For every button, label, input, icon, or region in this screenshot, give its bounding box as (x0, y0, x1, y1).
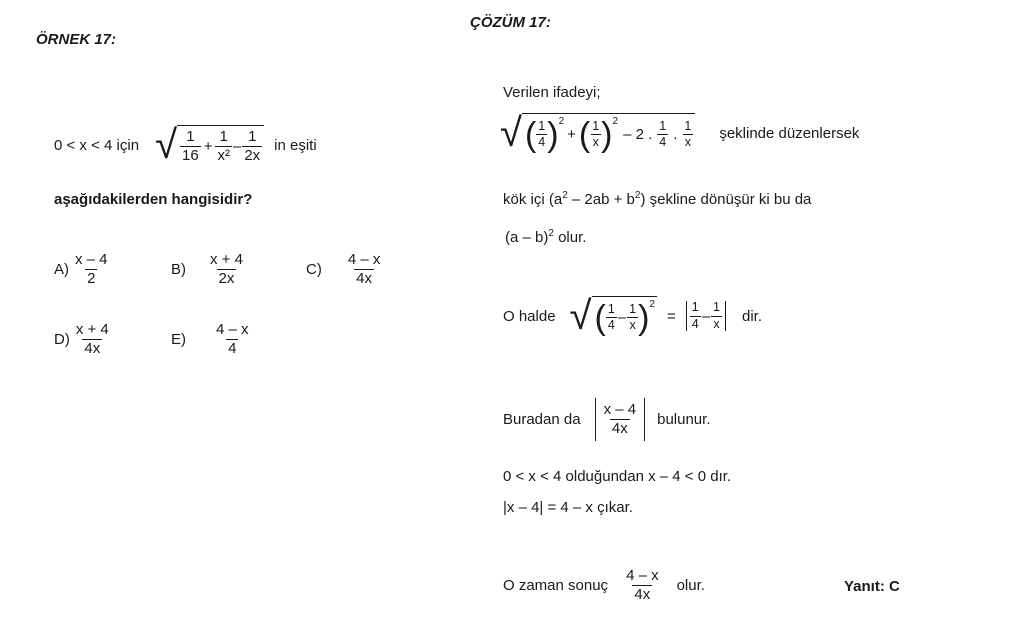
option-e (171, 322, 251, 357)
bulunur-text: bulunur. (657, 410, 711, 428)
option-label: A) (54, 260, 69, 278)
fraction: $\frac{1}{4}$ (607, 301, 615, 332)
final-expression (503, 568, 705, 603)
fraction: $\frac{1}{x}$ (592, 118, 600, 149)
explanation-line-2: (a – b)$^2$ olur. (505, 228, 587, 246)
dir-text: dir. (741, 307, 762, 325)
option-fraction: $\frac{4 - x}{4x}$ (347, 251, 381, 287)
example-title: ÖRNEK 17: (36, 31, 117, 48)
ohalde-text: O halde (503, 307, 556, 325)
option-fraction: $\frac{4 - x}{4}$ (216, 321, 249, 357)
fraction: $\frac{1}{\text{x²}}$ (217, 128, 230, 164)
buradan-text: Buradan da (503, 410, 581, 428)
rewritten-expression (500, 113, 859, 153)
example-expression (54, 125, 317, 165)
absolute-value (595, 398, 646, 441)
option-label: B) (171, 260, 186, 278)
radicand: ( $\frac{1}{4}$ – $\frac{1}{x}$ ) $^2$ (592, 296, 657, 336)
fraction: $\frac{1}{x}$ (713, 300, 720, 331)
ozaman-text: O zaman sonuç (503, 576, 609, 594)
olur-text: olur. (676, 576, 705, 594)
fraction: $\frac{1}{4}$ (691, 300, 699, 331)
option-b (171, 252, 245, 287)
fraction: $\frac{1}{x}$ (629, 301, 637, 332)
radical-sign-icon: √ (500, 111, 522, 155)
option-fraction: $\frac{x + 4}{4x}$ (75, 321, 109, 357)
operator: – (232, 138, 242, 155)
question-text: aşağıdakilerden hangisidir? (54, 191, 253, 208)
option-fraction: $\frac{x + 4}{2x}$ (210, 251, 243, 287)
abs-line: |x – 4| = 4 – x çıkar. (503, 499, 633, 516)
absolute-value: $\frac{1}{4}$ – $\frac{1}{x}$ (686, 301, 726, 330)
square-root (155, 125, 264, 165)
result-expression (503, 398, 711, 441)
radicand (177, 125, 264, 165)
option-label: E) (171, 330, 186, 348)
operator: + (203, 138, 213, 155)
answer-text: Yanıt: C (844, 578, 900, 595)
radical-sign-icon: √ (569, 294, 592, 338)
radical-sign-icon: √ (155, 123, 178, 167)
fraction: $\frac{x - 4}{4x}$ (603, 401, 637, 437)
fraction: $\frac{1}{2x}$ (244, 128, 261, 164)
option-d (54, 322, 111, 357)
option-c (306, 252, 382, 287)
fraction: $\frac{1}{16}$ (182, 128, 199, 164)
condition-line: 0 < x < 4 olduğundan x – 4 < 0 dır. (503, 468, 732, 485)
explanation-line-1: kök içi $(a^2 - 2ab + b^2)$ şekline dönüşür ki bu da (503, 190, 812, 208)
fraction: $\frac{1}{x}$ (684, 118, 692, 149)
simplified-expression: O halde √ ( $\frac{1}{4}$ – $\frac{1}{x}$ ) $^2$ = $\frac{1}{4}$ – $\frac{1}{x}$ dir. (503, 294, 762, 338)
radicand: ( $\frac{1}{4}$ ) $^2$ + ( $\frac{1}{x}$ ) $^2$ – 2 . $\frac{1}{4}$ . $\frac{1}{x}$ (522, 113, 695, 153)
square-root (500, 113, 695, 153)
condition-text: 0 < x < 4 için (54, 136, 140, 154)
intro-text: Verilen ifadeyi; (503, 84, 601, 101)
suffix-text: şeklinde düzenlersek (719, 124, 860, 142)
fraction: $\frac{1}{4}$ (538, 118, 546, 149)
suffix-text: in eşiti (274, 136, 317, 154)
square-root (570, 296, 657, 336)
option-a (54, 252, 110, 287)
option-label: D) (54, 330, 70, 348)
option-label: C) (306, 260, 322, 278)
option-fraction: $\frac{x - 4}{2}$ (75, 251, 108, 287)
fraction: $\frac{4 - x}{4x}$ (626, 567, 659, 603)
solution-title: ÇÖZÜM 17: (470, 14, 551, 31)
fraction: $\frac{1}{4}$ (659, 118, 667, 149)
